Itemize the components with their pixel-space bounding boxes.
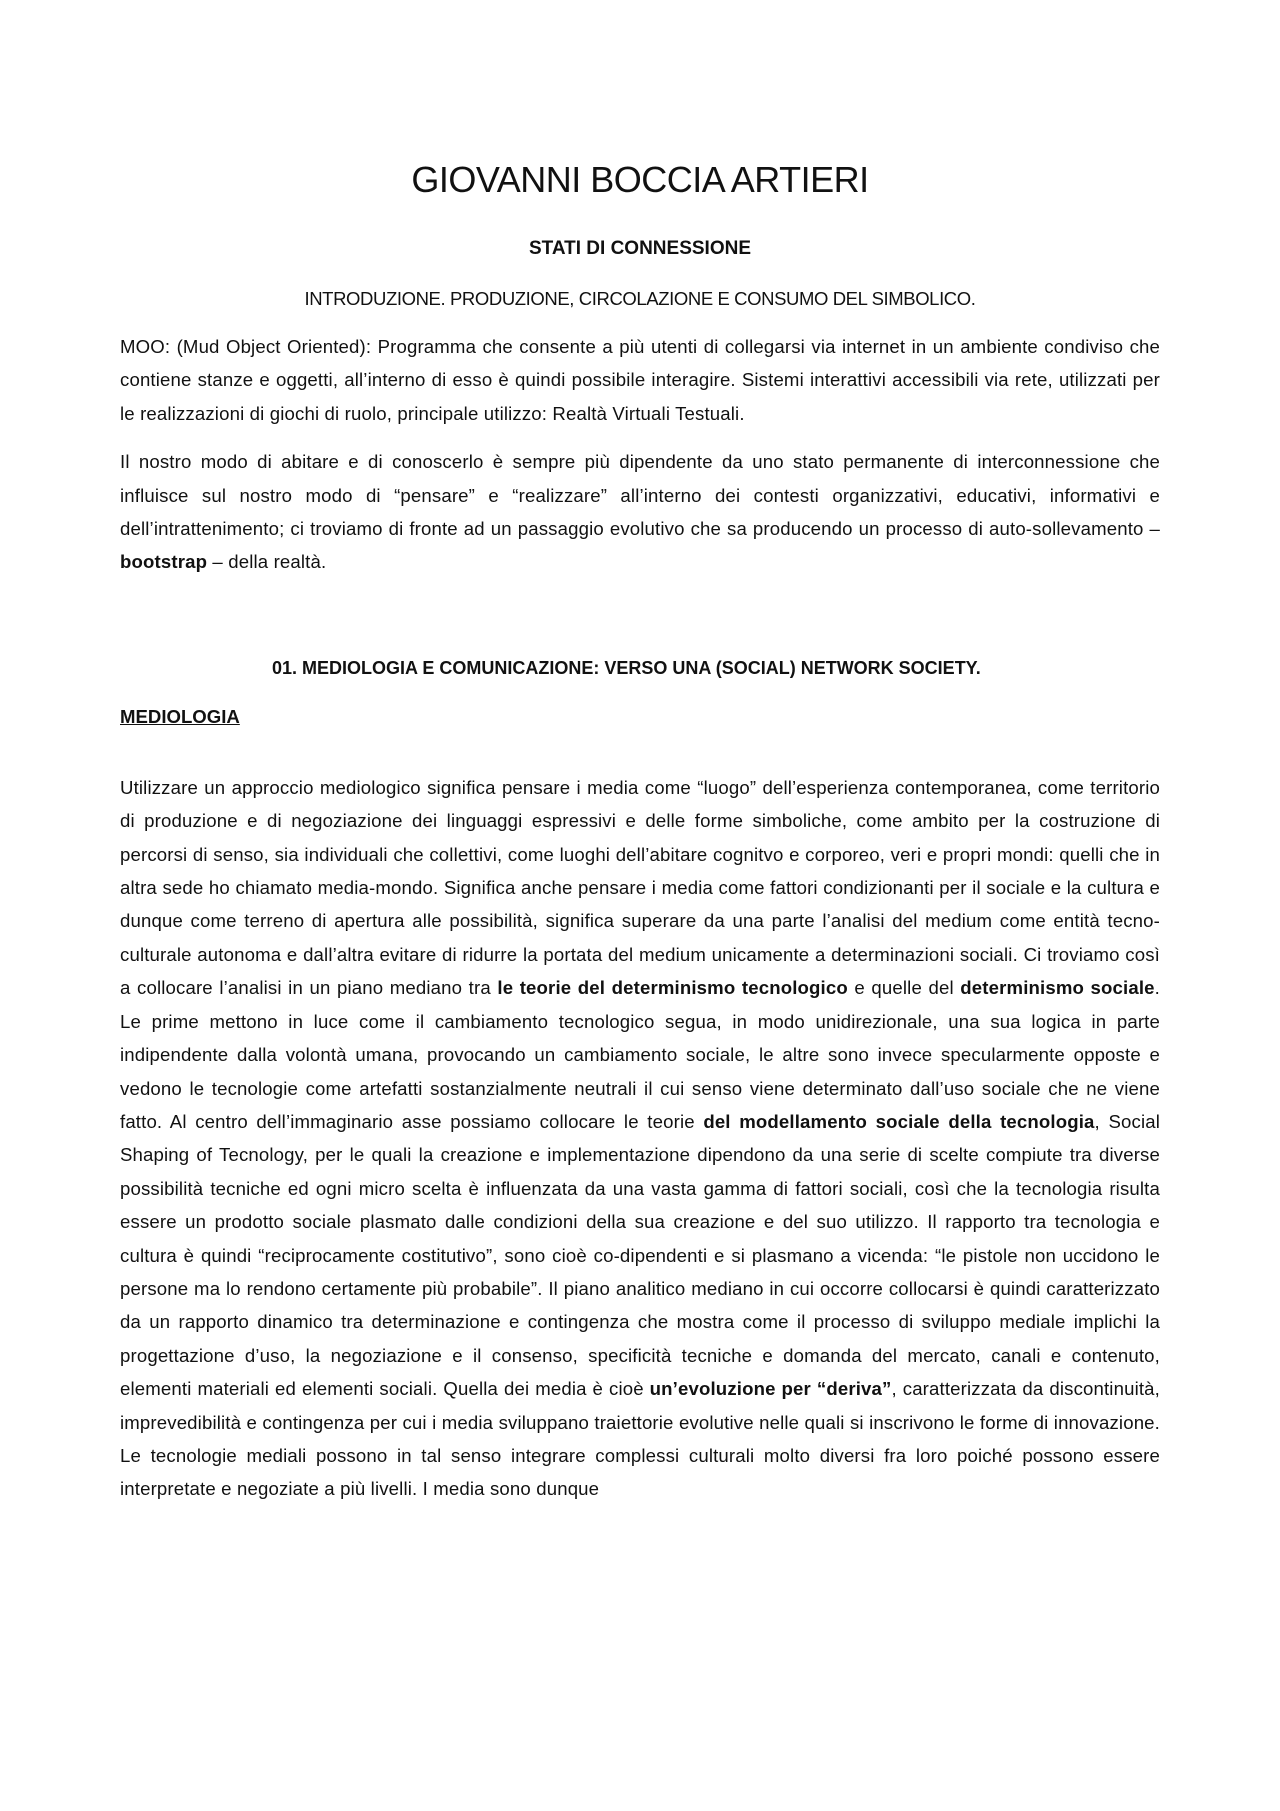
- intro-paragraph-bootstrap: [120, 445, 1160, 579]
- mediologia-text-part2: e quelle del: [847, 977, 961, 999]
- section-heading-mediologia: MEDIOLOGIA: [120, 705, 240, 727]
- mediologia-text-part5: , caratterizzata da discontinuità, imprevedibilità e contingenza per cui i media sviluppano traiettorie evolutive nelle quali si inscrivono le forme di innovazione. Le tecnologie mediali possono in tal senso integrare complessi culturali molto diversi fra loro poiché possono essere interpretate e negoziate a più livelli. I media sono dunque: [120, 1378, 1160, 1500]
- mediologia-text-part4: , Social Shaping of Tecnology, per le quali la creazione e implementazione dipendono da una serie di scelte compiute tra diverse possibilità tecniche ed ogni micro scelta è influenzata da una vasta gamma di fattori sociali, così che la tecnologia risulta essere un prodotto sociale plasmato dalle condizioni della sua creazione e del suo utilizzo. Il rapporto tra tecnologia e cultura è quindi “reciprocamente costitutivo”, sono cioè co-dipendenti e si plasmano a vicenda: “le pistole non uccidono le persone ma lo rendono certamente più probabile”. Il piano analitico mediano in cui occorre collocarsi è quindi caratterizzato da un rapporto dinamico tra determinazione e contingenza che mostra come il processo di sviluppo mediale implichi la progettazione d’uso, la negoziazione e il consenso, specificità tecniche e domanda del mercato, canali e contenuto, elementi materiali ed elementi sociali. Quella dei media è cioè: [120, 1110, 1160, 1400]
- intro-paragraph-moo: MOO: (Mud Object Oriented): Programma che consente a più utenti di collegarsi via internet in un ambiente condiviso che contiene stanze e oggetti, all’interno di esso è quindi possibile interagire. Sistemi interattivi accessibili via rete, utilizzati per le realizzazioni di giochi di ruolo, principale utilizzo: Realtà Virtuali Testuali.: [120, 336, 1160, 424]
- bold-modellamento-sociale: del modellamento sociale della tecnologia: [703, 1110, 1095, 1132]
- introduction-heading: INTRODUZIONE. PRODUZIONE, CIRCOLAZIONE E CONSUMO DEL SIMBOLICO.: [304, 288, 976, 309]
- author-name: GIOVANNI BOCCIA ARTIERI: [411, 159, 869, 200]
- mediologia-text-part3: . Le prime mettono in luce come il cambiamento tecnologico segua, in modo unidirezionale, una sua logica in parte indipendente dalla volontà umana, provocando un cambiamento sociale, le altre sono invece specularmente opposte e vedono le tecnologie come artefatti sostanzialmente neutrali il cui senso viene determinato dall’uso sociale che ne viene fatto. Al centro dell’immaginario asse possiamo collocare le teorie: [120, 977, 1160, 1132]
- mediologia-paragraph: [120, 771, 1160, 1506]
- bold-determinismo-tecnologico: le teorie del determinismo tecnologico: [497, 977, 848, 999]
- book-title: STATI DI CONNESSIONE: [528, 238, 752, 259]
- chapter-heading: 01. MEDIOLOGIA E COMUNICAZIONE: VERSO UNA (SOCIAL) NETWORK SOCIETY.: [272, 657, 981, 678]
- mediologia-text-part1: Utilizzare un approccio mediologico significa pensare i media come “luogo” dell’esperienza contemporanea, come territorio di produzione e di negoziazione dei linguaggi espressivi e delle forme simboliche, come ambito per la costruzione di percorsi di senso, sia individuali che collettivi, come luoghi dell’abitare cognitvo e corporeo, veri e propri mondi: quelli che in altra sede ho chiamato media-mondo. Significa anche pensare i media come fattori condizionanti per il sociale e la cultura e dunque come terreno di apertura alle possibilità, significa superare da una parte l’analisi del medium come entità tecno-culturale autonoma e dall’altra evitare di ridurre la portata del medium unicamente a determinazioni sociali. Ci troviamo così a collocare l’analisi in un piano mediano tra: [120, 776, 1160, 999]
- bold-evoluzione-deriva: un’evoluzione per “deriva”: [649, 1378, 892, 1400]
- intro-paragraph-text-before: Il nostro modo di abitare e di conoscerlo è sempre più dipendente da uno stato permanente di interconnessione che influisce sul nostro modo di “pensare” e “realizzare” all’interno dei contesti organizzativi, educativi, informativi e dell’intrattenimento; ci troviamo di fronte ad un passaggio evolutivo che sa producendo un processo di auto-sollevamento –: [120, 451, 1160, 540]
- intro-paragraph-text-after: – della realtà.: [207, 551, 327, 573]
- bootstrap-term: bootstrap: [120, 551, 208, 573]
- bold-determinismo-sociale: determinismo sociale: [960, 977, 1155, 999]
